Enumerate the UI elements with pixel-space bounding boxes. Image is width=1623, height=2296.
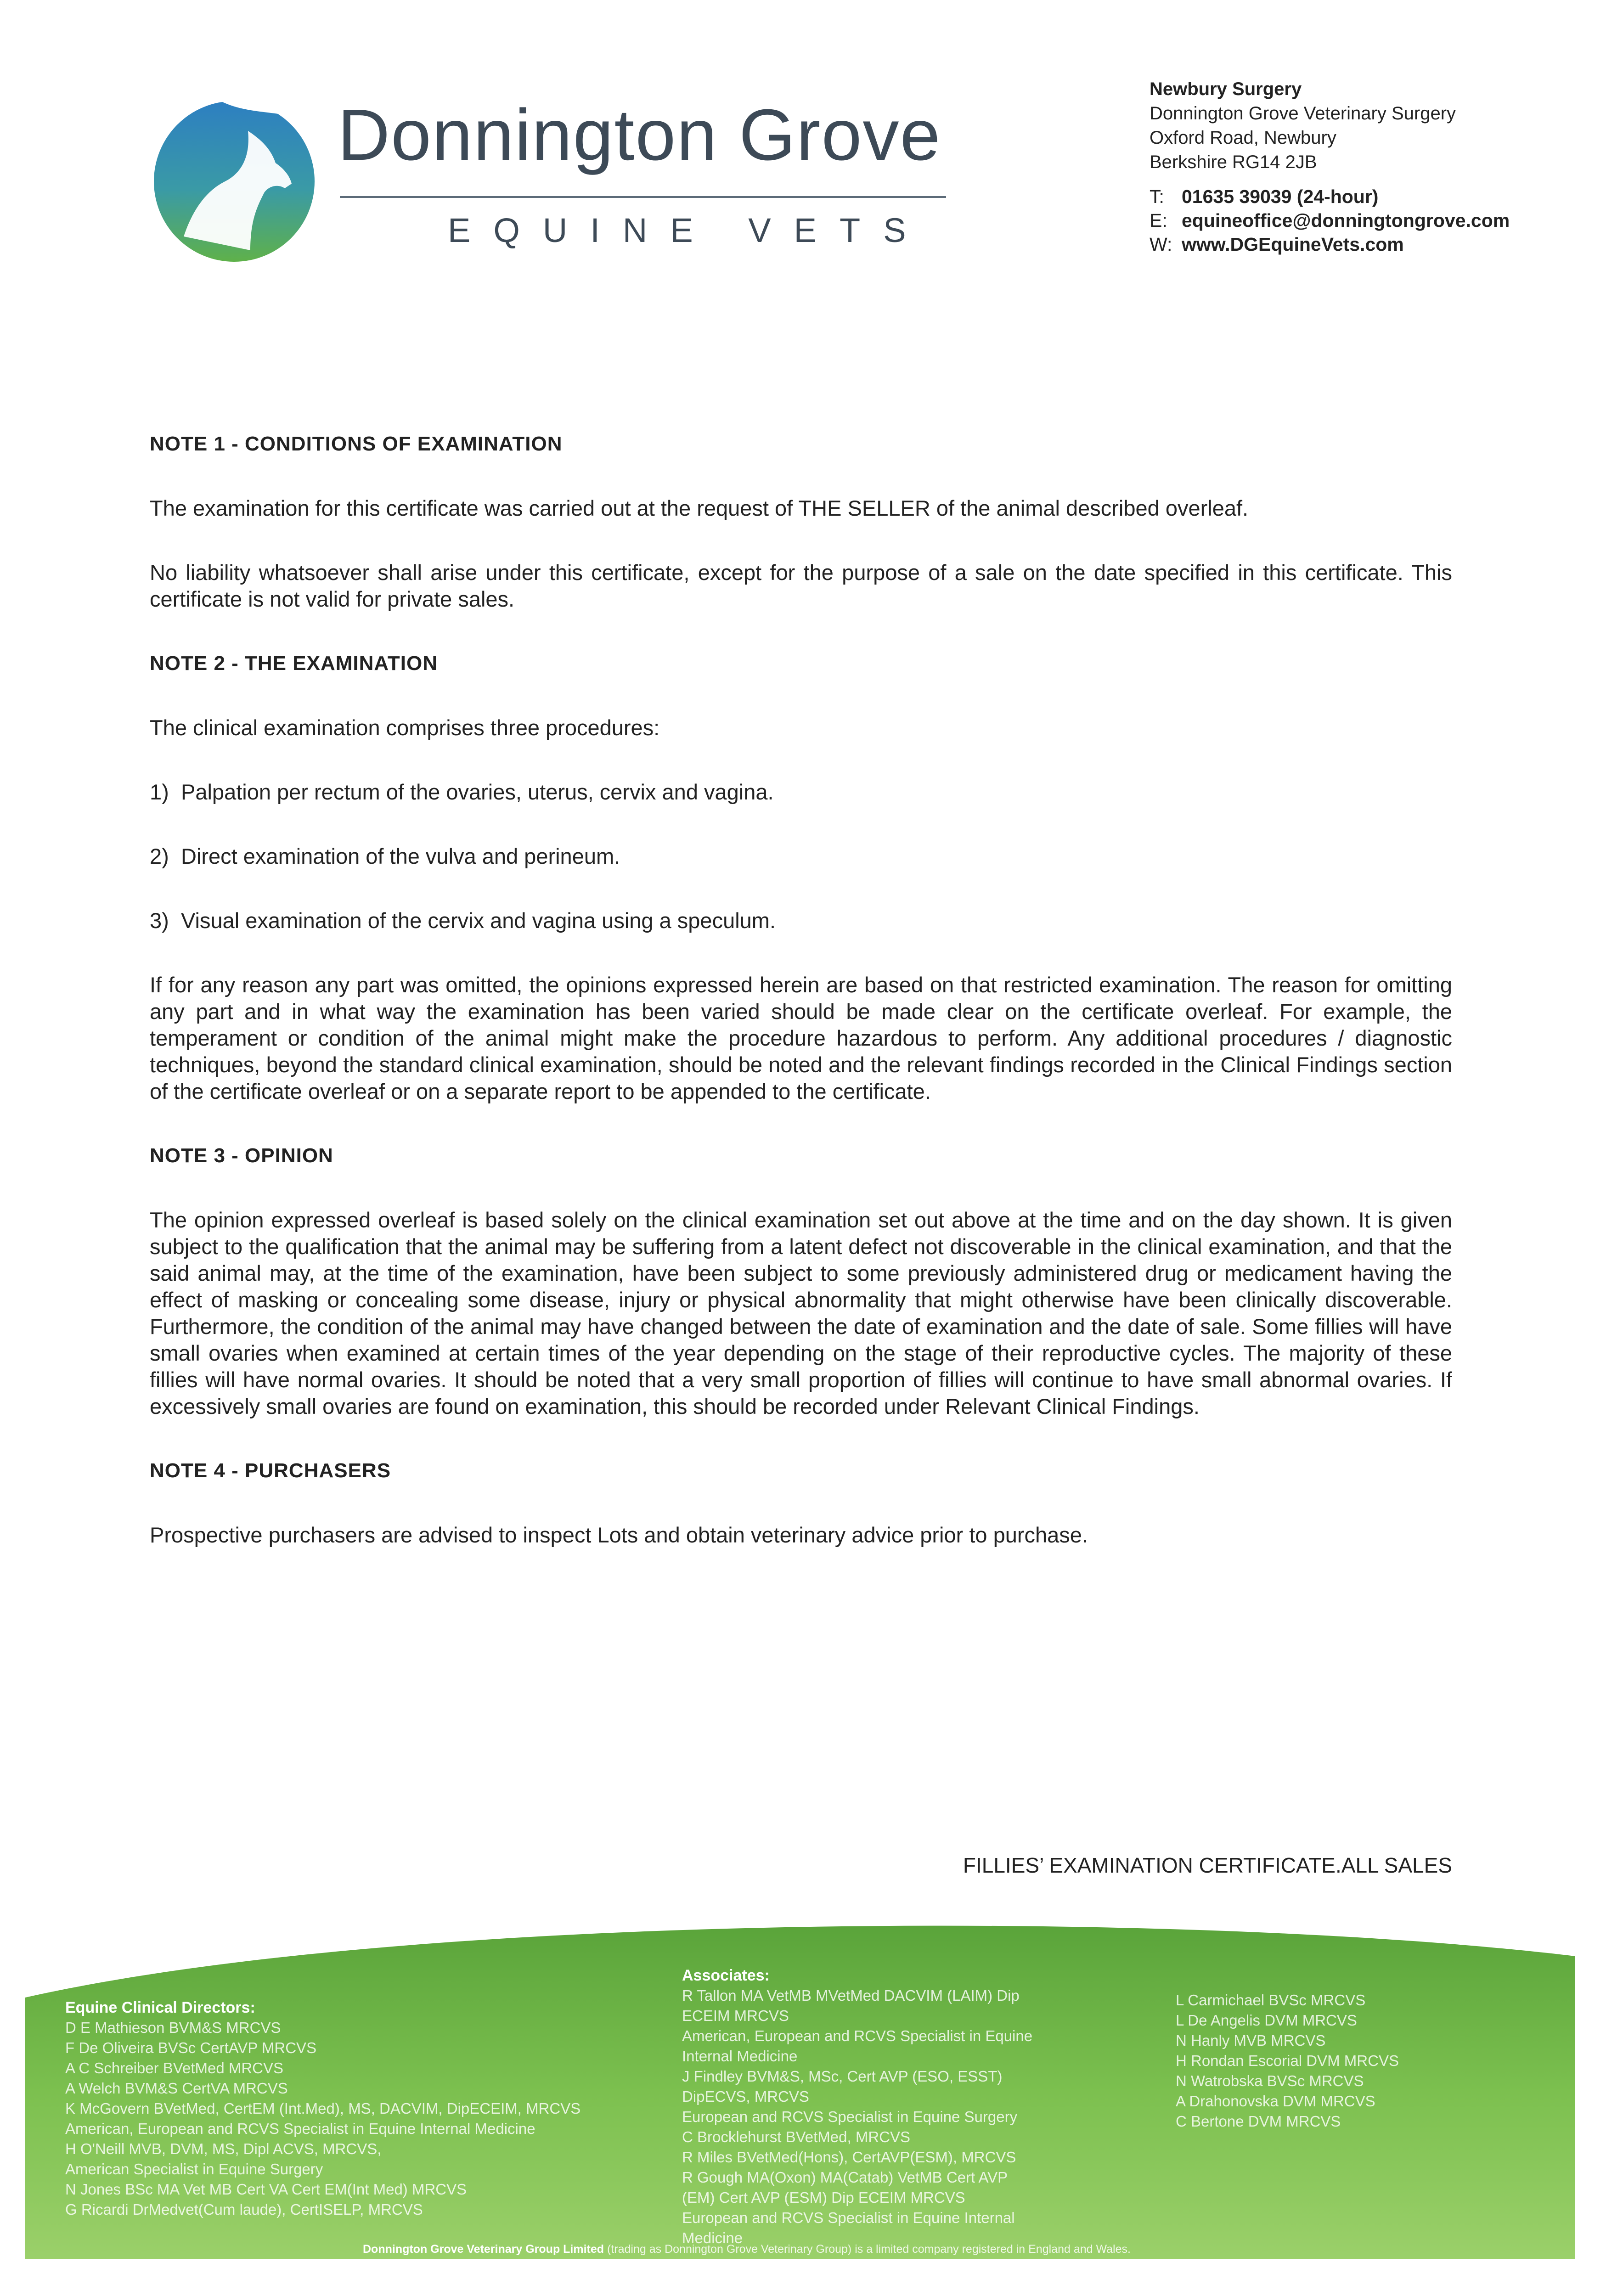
contact-label: T:	[1150, 186, 1164, 207]
staff-entry: DipECVS, MRCVS	[682, 2088, 809, 2105]
staff-entry: N Jones BSc MA Vet MB Cert VA Cert EM(Int Med) MRCVS	[65, 2181, 467, 2198]
document-reference: FILLIES’ EXAMINATION CERTIFICATE.ALL SALES	[963, 1853, 1452, 1877]
contact-email	[1150, 208, 1510, 232]
note2-intro: The clinical examination comprises three procedures:	[150, 715, 660, 740]
associates-list	[682, 1965, 1032, 2248]
note2-heading: NOTE 2 - THE EXAMINATION	[150, 652, 438, 675]
staff-entry: ECEIM MRCVS	[682, 2007, 789, 2024]
brand-subtitle: EQUINE VETS	[448, 211, 929, 249]
staff-entry: F De Oliveira BVSc CertAVP MRCVS	[65, 2039, 317, 2056]
staff-entry: R Gough MA(Oxon) MA(Catab) VetMB Cert AVP	[682, 2169, 1008, 2186]
associates-title: Associates:	[682, 1967, 770, 1984]
procedure-number: 1)	[150, 780, 169, 804]
logo-mark	[152, 99, 317, 264]
address-line: Oxford Road, Newbury	[1150, 128, 1336, 148]
staff-entry: Internal Medicine	[682, 2048, 798, 2065]
contact-label: W:	[1150, 234, 1172, 255]
staff-entry: C Brocklehurst BVetMed, MRCVS	[682, 2128, 910, 2145]
staff-entry: N Watrobska BVSc MRCVS	[1176, 2072, 1364, 2089]
note1-heading: NOTE 1 - CONDITIONS OF EXAMINATION	[150, 433, 563, 455]
address-line: Donnington Grove Veterinary Surgery	[1150, 103, 1456, 124]
phone-number[interactable]: 01635 39039 (24-hour)	[1182, 186, 1379, 207]
directors-list	[65, 1998, 580, 2220]
note3-heading: NOTE 3 - OPINION	[150, 1144, 333, 1167]
legal-text: (trading as Donnington Grove Veterinary Group) is a limited company registered in England and Wales.	[607, 2243, 1131, 2256]
staff-entry: R Tallon MA VetMB MVetMed DACVIM (LAIM) Dip	[682, 1987, 1020, 2004]
contact-block	[1150, 185, 1510, 256]
address-line: Newbury Surgery	[1150, 79, 1302, 99]
note2-omission-paragraph: If for any reason any part was omitted, the opinions expressed herein are based on that restricted examination. The reason for omitting any part and in what way the examination has been varied should be made clear on the certificate overleaf. For example, the temperament or condition of the animal might make the procedure hazardous to perform. Any additional procedures / diagnostic techniques, beyond the standard clinical examination, should be noted and the relevant findings recorded in the Clinical Findings section of the certificate overleaf or on a separate report to be appended to the certificate.	[150, 973, 1452, 1103]
staff-entry: K McGovern BVetMed, CertEM (Int.Med), MS, DACVIM, DipECEIM, MRCVS	[65, 2100, 581, 2117]
staff-entry: C Bertone DVM MRCVS	[1176, 2113, 1341, 2130]
procedure-item	[150, 779, 1452, 805]
procedure-text: Palpation per rectum of the ovaries, uterus, cervix and vagina.	[181, 780, 774, 804]
vets-list	[1176, 1990, 1399, 2132]
staff-entry: G Ricardi DrMedvet(Cum laude), CertISELP, MRCVS	[65, 2201, 423, 2218]
staff-entry: J Findley BVM&S, MSc, Cert AVP (ESO, ESST)	[682, 2068, 1003, 2085]
address-block	[1150, 77, 1456, 174]
staff-entry: American Specialist in Equine Surgery	[65, 2161, 323, 2178]
email-link[interactable]: equineoffice@donningtongrove.com	[1182, 210, 1510, 231]
staff-entry: European and RCVS Specialist in Equine Internal	[682, 2209, 1015, 2226]
staff-entry: (EM) Cert AVP (ESM) Dip ECEIM MRCVS	[682, 2189, 965, 2206]
staff-entry: H Rondan Escorial DVM MRCVS	[1176, 2052, 1399, 2069]
staff-entry: L Carmichael BVSc MRCVS	[1176, 1992, 1366, 2009]
staff-entry: American, European and RCVS Specialist in Equine	[682, 2027, 1033, 2044]
staff-entry: A C Schreiber BVetMed MRCVS	[65, 2060, 284, 2077]
note3-paragraph: The opinion expressed overleaf is based solely on the clinical examination set out above at the time and on the day shown. It is given subject to the qualification that the animal may be suffering from a latent defect not discoverable in the clinical examination, and that the said animal may, at the time of the examination, have been subject to some previously administered drug or medicament having the effect of masking or concealing some disease, injury or physical abnormality that might otherwise have been clinically discoverable. Furthermore, the condition of the animal may have changed between the date of examination and the date of sale. Some fillies will have small ovaries when examined at certain times of the year depending on the stage of their reproductive cycles. The majority of these fillies will have normal ovaries. It should be noted that a very small proportion of fillies will continue to have small abnormal ovaries. If excessively small ovaries are found on examination, this should be recorded under Relevant Clinical Findings.	[150, 1208, 1452, 1418]
contact-web	[1150, 232, 1510, 256]
note1-paragraph: The examination for this certificate was carried out at the request of THE SELLER of the animal described overleaf.	[150, 496, 1249, 520]
note4-paragraph: Prospective purchasers are advised to inspect Lots and obtain veterinary advice prior to purchase.	[150, 1523, 1088, 1547]
brand-name: Donnington Grove	[338, 95, 941, 175]
staff-entry: American, European and RCVS Specialist in Equine Internal Medicine	[65, 2120, 535, 2137]
contact-phone	[1150, 185, 1510, 208]
staff-entry: H O'Neill MVB, DVM, MS, Dipl ACVS, MRCVS,	[65, 2140, 382, 2157]
website-link[interactable]: www.DGEquineVets.com	[1182, 234, 1404, 255]
procedure-number: 3)	[150, 908, 169, 933]
staff-entry: N Hanly MVB MRCVS	[1176, 2032, 1326, 2049]
procedure-number: 2)	[150, 844, 169, 868]
staff-entry: D E Mathieson BVM&S MRCVS	[65, 2019, 281, 2036]
staff-entry: Medicine	[682, 2229, 743, 2246]
contact-label: E:	[1150, 210, 1167, 231]
legal-company: Donnington Grove Veterinary Group Limited	[363, 2243, 604, 2256]
staff-entry: L De Angelis DVM MRCVS	[1176, 2012, 1357, 2029]
procedure-item	[150, 907, 1452, 934]
address-line: Berkshire RG14 2JB	[1150, 152, 1317, 172]
legal-notice	[363, 2243, 1131, 2256]
note4-heading: NOTE 4 - PURCHASERS	[150, 1459, 391, 1482]
staff-entry: European and RCVS Specialist in Equine Surgery	[682, 2108, 1018, 2125]
staff-entry: R Miles BVetMed(Hons), CertAVP(ESM), MRCVS	[682, 2149, 1016, 2166]
procedure-text: Visual examination of the cervix and vagina using a speculum.	[181, 908, 776, 933]
note1-paragraph: No liability whatsoever shall arise under this certificate, except for the purpose of a sale on the date specified in this certificate. This certificate is not valid for private sales.	[150, 560, 1452, 611]
notes-content	[150, 431, 1452, 1586]
directors-title: Equine Clinical Directors:	[65, 1999, 255, 2016]
procedure-text: Direct examination of the vulva and perineum.	[181, 844, 620, 868]
brand-divider	[340, 196, 946, 198]
staff-entry: A Welch BVM&S CertVA MRCVS	[65, 2080, 288, 2097]
procedure-item	[150, 843, 1452, 870]
staff-entry: A Drahonovska DVM MRCVS	[1176, 2093, 1375, 2110]
